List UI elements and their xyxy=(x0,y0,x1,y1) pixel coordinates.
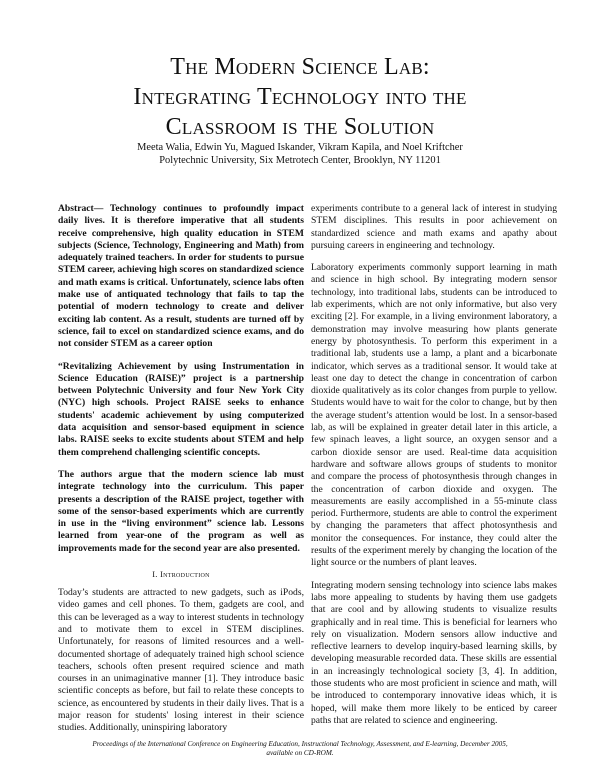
title-line: Integrating Technology into the xyxy=(133,84,467,110)
abstract xyxy=(58,203,304,351)
author-names: Meeta Walia, Edwin Yu, Magued Iskander, Vikram Kapila, and Noel Kriftcher xyxy=(137,142,463,153)
raise-paragraph: “Revitalizing Achievement by using Instrumentation in Science Education (RAISE)” project is a partnership between Polytechnic University and four New York City (NYC) high schools. Project RAISE seeks to enhance students' academic achievement by using computerized data acquisition and sensor-based equipment in science labs. RAISE seeks to excite students about STEM and help them comprehend challenging scientific concepts. xyxy=(58,360,304,458)
author-block xyxy=(60,141,540,167)
right-paragraph-2: Laboratory experiments commonly support learning in math and science in high school. By integrating modern sensor technology, into traditional labs, students can be introduced to lab experiments, which are not only informative, but also very exciting [2]. For example, in a living environment laboratory, a demonstration may involve measuring how plants generate energy by photosynthesis. To perform this experiment in a traditional lab, students use a lamp, a plant and a bicarbonate indicator, which serves as a traditional sensor. It would take at least one day to detect the change in concentration of carbon dioxide qualitatively as its color changes from purple to yellow. Students would have to wait for the color to change, but by then the average student’s attention would be lost. In a sensor-based lab, as will be explained in greater detail later in this article, a few spinach leaves, a light source, an oxygen sensor and a carbon dioxide sensor are used. Real-time data acquisition hardware and software allows groups of students to monitor and compare the process of photosynthesis through changes in the concentration of carbon dioxide and oxygen. The measurements are easily accomplished in a 55-minute class period. Furthermore, students are able to control the experiment by changing the parameters that affect photosynthesis and monitor the consequences. For instance, they could alter the results of the experiment merely by changing the location of the light source or the numbers of plant leaves. xyxy=(311,262,557,569)
authors-argue-paragraph: The authors argue that the modern science lab must integrate technology into the curriculum. This paper presents a description of the RAISE project, together with some of the sensor-based experiments which are currently in use in the “living environment” science lab. Lessons learned from year-one of the program as well as improvements made for the second year are also presented. xyxy=(58,468,304,554)
footer-line: Proceedings of the International Conference on Engineering Education, Instructional Technology, Assessment, and E-learning, December 2005, xyxy=(92,740,508,748)
affiliation: Polytechnic University, Six Metrotech Center, Brooklyn, NY 11201 xyxy=(159,155,441,166)
right-column xyxy=(311,203,557,727)
footer-line: available on CD-ROM. xyxy=(266,748,334,757)
intro-paragraph: Today’s students are attracted to new gadgets, such as iPods, video games and cell phones. To them, gadgets are cool, and this can be leveraged as a way to interest students in technology and to motivate them to excel in STEM disciplines. Unfortunately, for reasons of limited resources and a well-documented shortage of adequately trained high school science teachers, schools often present required science and math courses in an unimaginative manner [1]. They introduce basic scientific concepts as before, but fail to relate these concepts to science, as encountered by students in their daily lives. That is a major reason for students' losing interest in their science studies. Additionally, uninspiring laboratory xyxy=(58,587,304,734)
page-footer xyxy=(58,740,542,757)
right-paragraph-1: experiments contribute to a general lack of interest in studying STEM disciplines. This results in poor achievement on standardized science and math exams and apathy about pursuing careers in engineering and technology. xyxy=(311,203,557,251)
title-line: Classroom is the Solution xyxy=(165,114,435,140)
abstract-body: Technology continues to profoundly impact daily lives. It is therefore imperative that all students receive comprehensive, high quality education in STEM subjects (Science, Technology, Engineering and Math) from adequately trained teachers. In order for students to pursue STEM career, achieving high scores on standardized science and math exams is critical. Unfortunately, science labs often make use of antiquated technology that fails to tap the potential of modern technology to create and deliver exciting lab content. As a result, students are turned off by science, fail to excel on standardized science exams, and do not consider STEM as a career option xyxy=(58,203,304,350)
left-column xyxy=(58,203,304,735)
section-heading: I. Introduction xyxy=(152,570,210,580)
right-paragraph-3: Integrating modern sensing technology into science labs makes labs more appealing to students by having them use gadgets that are cool and by allowing students to visualize results graphically and in real time. This is beneficial for learners who rely on visualization. Modern sensors allow inductive and reflective learners to develop inquiry-based learning skills, by developing measurable recorded data. These skills are essential in an increasingly technological society [3, 4]. In addition, those students who are most proficient in science and math, will be introduced to contemporary innovative ideas which, it is hoped, will make them more likely to be enticed by career paths that are related to science and engineering. xyxy=(311,579,557,726)
title-line: The Modern Science Lab: xyxy=(170,54,430,80)
paper-title xyxy=(60,52,540,142)
abstract-label: Abstract— xyxy=(58,203,104,214)
